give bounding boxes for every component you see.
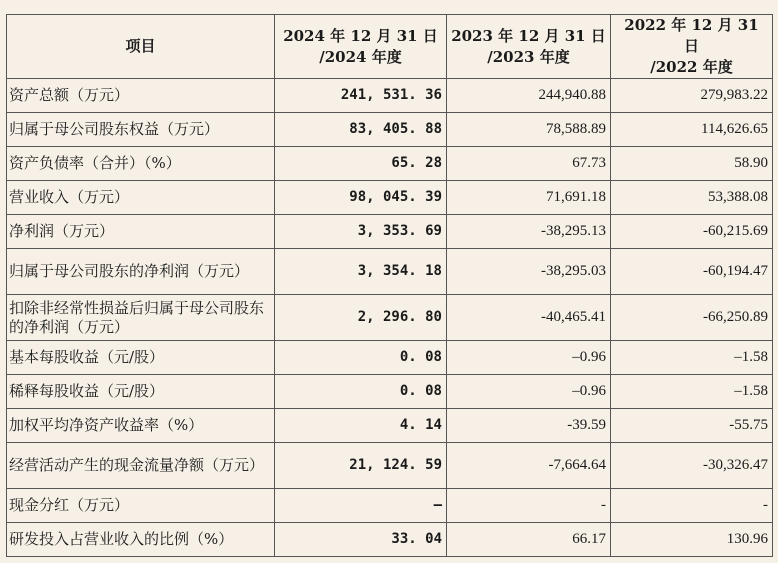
value-2022: 279,983.22 [611,79,773,113]
header-2022-line1: 2022 年 12 月 31 日 [624,16,759,55]
table-row [7,181,773,215]
value-2024: 2, 296. 80 [275,295,447,341]
table-row [7,489,773,523]
header-2022 [611,15,773,79]
table-row [7,147,773,181]
table-row [7,523,773,557]
value-2023: –0.96 [447,341,611,375]
value-2022: 53,388.08 [611,181,773,215]
value-2023: - [447,489,611,523]
value-2024: 83, 405. 88 [275,113,447,147]
value-2022: -60,215.69 [611,215,773,249]
header-2024 [275,15,447,79]
table-row [7,215,773,249]
value-2022: -60,194.47 [611,249,773,295]
value-2024: 65. 28 [275,147,447,181]
header-2023-line1: 2023 年 12 月 31 日 [451,26,606,45]
row-label: 资产总额（万元） [7,79,275,113]
header-item: 项目 [7,15,275,79]
value-2024: 4. 14 [275,409,447,443]
header-2024-line1: 2024 年 12 月 31 日 [283,26,438,45]
table-row [7,295,773,341]
row-label: 资产负债率（合并）（%） [7,147,275,181]
row-label: 扣除非经常性损益后归属于母公司股东的净利润（万元） [7,295,275,341]
financial-table-container [6,14,773,557]
table-row [7,341,773,375]
row-label: 研发投入占营业收入的比例（%） [7,523,275,557]
table-row [7,409,773,443]
value-2023: 71,691.18 [447,181,611,215]
row-label: 现金分红（万元） [7,489,275,523]
value-2024: 0. 08 [275,341,447,375]
row-label: 归属于母公司股东的净利润（万元） [7,249,275,295]
table-row [7,375,773,409]
row-label: 加权平均净资产收益率（%） [7,409,275,443]
value-2022: - [611,489,773,523]
header-2024-line2: /2024 年度 [319,47,402,66]
value-2023: –0.96 [447,375,611,409]
value-2023: -7,664.64 [447,443,611,489]
row-label: 稀释每股收益（元/股） [7,375,275,409]
header-2022-line2: /2022 年度 [650,58,733,76]
value-2024: 3, 353. 69 [275,215,447,249]
value-2023: -38,295.13 [447,215,611,249]
value-2022: –1.58 [611,341,773,375]
row-label: 经营活动产生的现金流量净额（万元） [7,443,275,489]
value-2024: 3, 354. 18 [275,249,447,295]
value-2022: -66,250.89 [611,295,773,341]
row-label: 归属于母公司股东权益（万元） [7,113,275,147]
value-2024: 0. 08 [275,375,447,409]
value-2024: 98, 045. 39 [275,181,447,215]
value-2024: – [275,489,447,523]
table-row [7,113,773,147]
value-2024: 21, 124. 59 [275,443,447,489]
table-header-row [7,15,773,79]
value-2023: 78,588.89 [447,113,611,147]
table-row [7,443,773,489]
value-2023: -40,465.41 [447,295,611,341]
value-2022: 114,626.65 [611,113,773,147]
value-2023: 66.17 [447,523,611,557]
value-2022: 130.96 [611,523,773,557]
value-2022: -55.75 [611,409,773,443]
row-label: 基本每股收益（元/股） [7,341,275,375]
value-2024: 241, 531. 36 [275,79,447,113]
value-2022: –1.58 [611,375,773,409]
row-label: 净利润（万元） [7,215,275,249]
value-2024: 33. 04 [275,523,447,557]
row-label: 营业收入（万元） [7,181,275,215]
financial-summary-table [6,14,773,557]
value-2022: -30,326.47 [611,443,773,489]
table-row [7,249,773,295]
table-row [7,79,773,113]
header-2023-line2: /2023 年度 [487,47,570,66]
header-2023 [447,15,611,79]
value-2023: -38,295.03 [447,249,611,295]
value-2022: 58.90 [611,147,773,181]
value-2023: -39.59 [447,409,611,443]
value-2023: 244,940.88 [447,79,611,113]
table-body [7,79,773,557]
value-2023: 67.73 [447,147,611,181]
